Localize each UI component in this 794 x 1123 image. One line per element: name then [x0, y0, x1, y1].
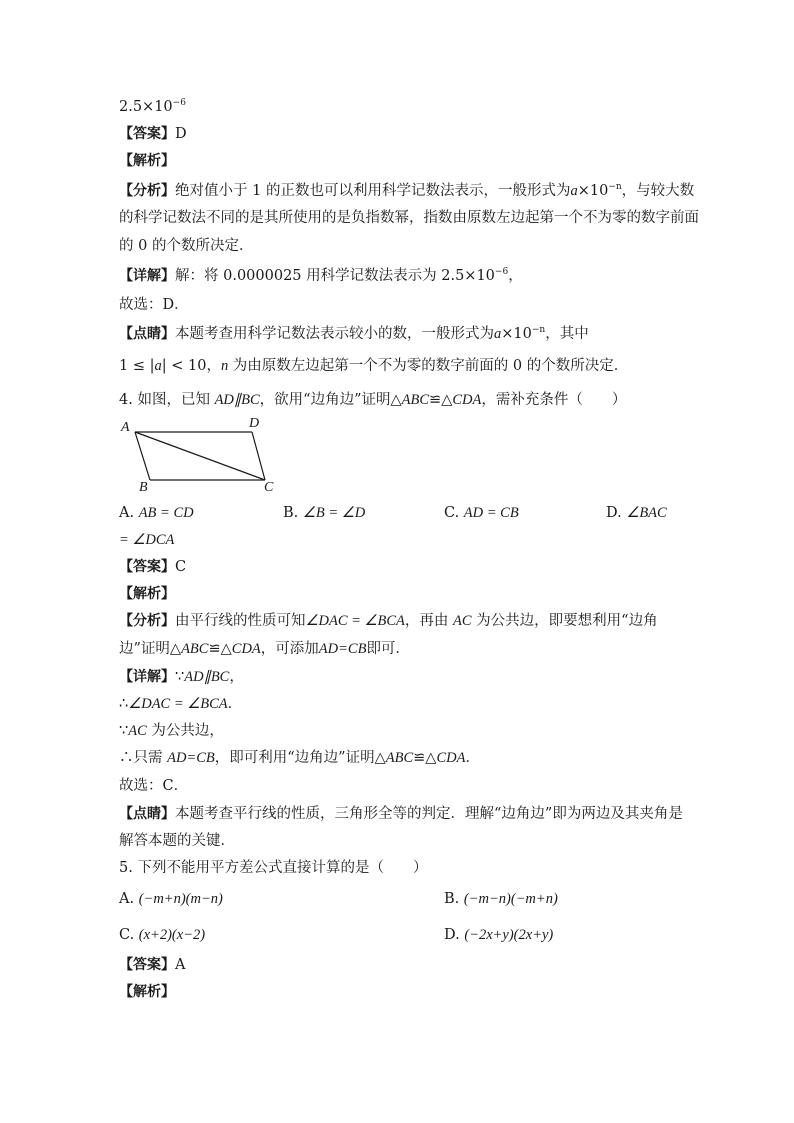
q5-answer: 【答案】A: [119, 957, 186, 973]
q4-dianjing-line-2: 解答本题的关键．: [119, 833, 235, 849]
q4-stem: 4. 如图，已知 AD∥BC，欲用“边角边”证明△ABC≌△CDA，需补充条件（ ）: [119, 392, 627, 408]
prev-xiangjie: 【详解】解：将 0.0000025 用科学记数法表示为 $2.5\times 10^{-6}$，: [119, 267, 523, 284]
segment-dc: [252, 432, 265, 480]
q4-step-4: ∴只需 AD=CB，即可利用“边角边”证明△ABC≌△CDA．: [119, 750, 480, 766]
q4-option-d-continued: = ∠DCA: [119, 532, 175, 548]
prev-fenxi-line-1: 【分析】绝对值小于 1 的正数也可以利用科学记数法表示，一般形式为$a\times 10^{-n}$，与较大数: [119, 182, 695, 199]
parallelogram-diagram: [119, 412, 289, 502]
vertex-label-b: B: [139, 480, 148, 495]
vertex-label-c: C: [264, 480, 274, 495]
segment-ab: [135, 432, 150, 480]
q4-fenxi-line-1: 【分析】由平行线的性质可知∠DAC = ∠BCA，再由 AC 为公共边，即要想利用“边角: [119, 613, 658, 629]
q4-xiangjie: 【详解】∵AD∥BC，: [119, 669, 244, 685]
prev-dianjing-line-2: 1 ≤ |a| < 10，n 为由原数左边起第一个不为零的数字前面的 0 的个数所决定．: [119, 358, 629, 374]
q5-option-b: B. (−m−n)(−m+n): [444, 891, 558, 907]
prev-fenxi-line-2: 的科学记数法不同的是其所使用的是负指数幂，指数由原数左边起第一个不为零的数字前面: [119, 210, 699, 226]
q4-option-a: A. AB = CD: [119, 505, 194, 521]
prev-fenxi-line-3: 的 0 的个数所决定．: [119, 238, 254, 254]
prev-dianjing-line-1: 【点睛】本题考查用科学记数法表示较小的数，一般形式为$a\times 10^{-n}$，其中: [119, 325, 589, 342]
prev-choose: 故选：D．: [119, 297, 189, 313]
q4-step-2: ∴∠DAC = ∠BCA．: [119, 696, 243, 712]
vertex-label-a: A: [121, 420, 130, 435]
q5-stem: 5. 下列不能用平方差公式直接计算的是（ ）: [119, 860, 428, 876]
q4-option-d: D. ∠BAC: [606, 505, 667, 521]
q5-option-d: D. (−2x+y)(2x+y): [444, 927, 554, 943]
q5-option-a: A. (−m+n)(m−n): [119, 891, 223, 907]
vertex-label-d: D: [249, 416, 260, 431]
q5-option-c: C. (x+2)(x−2): [119, 927, 206, 943]
q4-fenxi-line-2: 边”证明△ABC≌△CDA，可添加AD=CB即可．: [119, 641, 410, 657]
q4-option-c: C. AD = CB: [444, 505, 519, 521]
prev-analysis-heading: 【解析】: [119, 153, 175, 169]
prev-option-d: $2.5\times 10^{-6}$: [119, 98, 186, 115]
segment-ac: [135, 432, 265, 480]
q4-dianjing-line-1: 【点睛】本题考查平行线的性质，三角形全等的判定．理解“边角边”即为两边及其夹角是: [119, 806, 683, 822]
q4-analysis-heading: 【解析】: [119, 586, 175, 602]
q4-option-b: B. ∠B = ∠D: [283, 505, 366, 521]
q5-analysis-heading: 【解析】: [119, 984, 175, 1000]
q4-choose: 故选：C．: [119, 778, 189, 794]
prev-answer: 【答案】D: [119, 126, 187, 142]
q4-step-3: ∵AC 为公共边，: [119, 723, 224, 739]
q4-answer: 【答案】C: [119, 559, 187, 575]
